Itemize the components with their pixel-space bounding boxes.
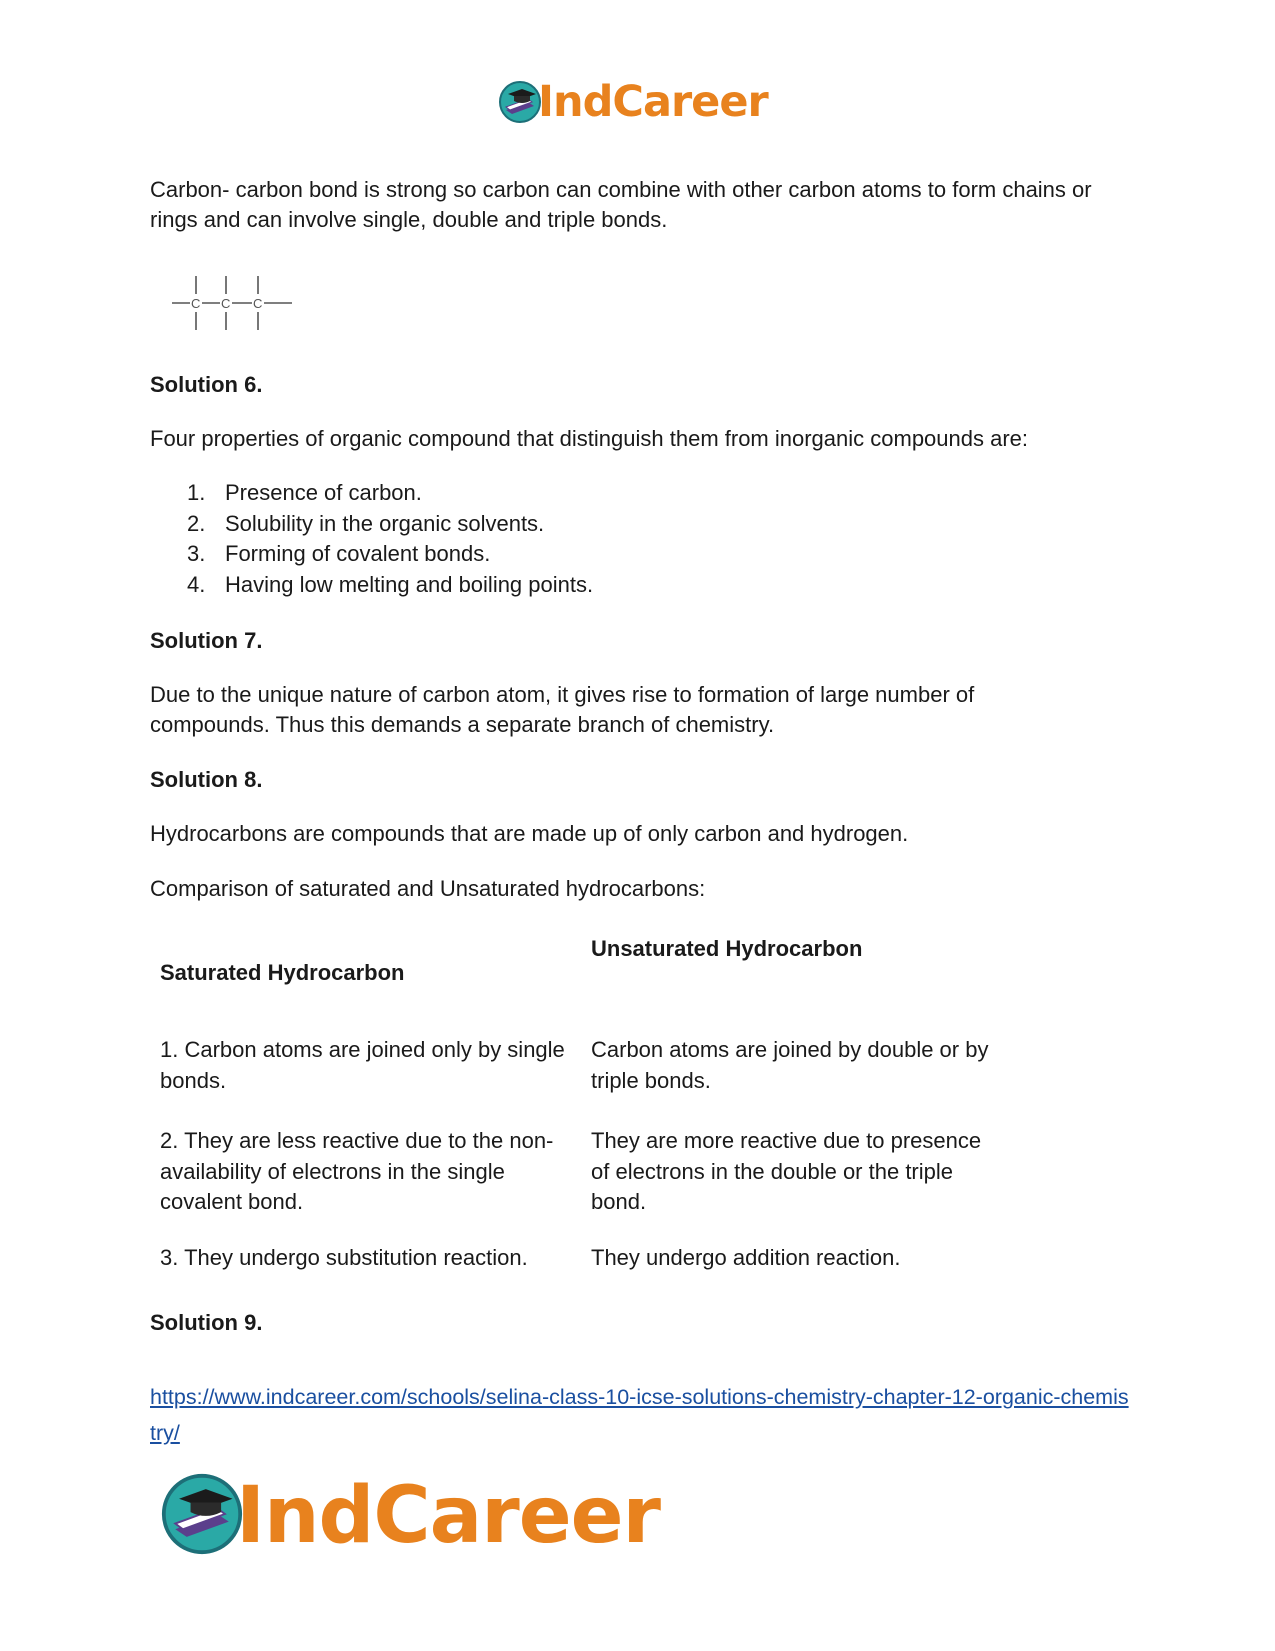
- list-item-number: 2.: [187, 510, 206, 536]
- table-header-unsaturated: Unsaturated Hydrocarbon: [591, 936, 863, 961]
- table-cell-unsaturated: Carbon atoms are joined by double or by triple bonds.: [591, 1037, 989, 1093]
- header-logo: [498, 74, 778, 130]
- properties-list: [150, 478, 593, 600]
- solution-8-heading: Solution 8.: [150, 767, 263, 792]
- graduation-book-icon: [160, 1472, 244, 1556]
- carbon-chain-structure: [168, 272, 298, 334]
- carbon-atom-2: C: [221, 296, 231, 311]
- carbon-atom-3: C: [253, 296, 263, 311]
- comparison-intro: Comparison of saturated and Unsaturated hydrocarbons:: [150, 876, 706, 901]
- table-cell-saturated: 2. They are less reactive due to the non-availability of electrons in the single covalent bond.: [160, 1128, 554, 1214]
- list-item-text: Presence of carbon.: [225, 480, 422, 505]
- list-item-text: Having low melting and boiling points.: [225, 571, 594, 597]
- header-logo-text: IndCareer: [538, 77, 768, 127]
- table-cell-unsaturated: They undergo addition reaction.: [591, 1245, 901, 1270]
- table-cell-saturated: 1. Carbon atoms are joined only by single bonds.: [160, 1037, 565, 1093]
- solution-6-heading: Solution 6.: [150, 372, 263, 397]
- footer-logo-text: IndCareer: [236, 1471, 660, 1561]
- list-item-text: Forming of covalent bonds.: [225, 541, 491, 566]
- intro-paragraph: Carbon- carbon bond is strong so carbon can combine with other carbon atoms to form chains or rings and can involve single, double and triple bonds.: [150, 177, 1092, 232]
- solution-6-text: Four properties of organic compound that distinguish them from inorganic compounds are:: [150, 426, 1029, 451]
- list-item: [150, 570, 593, 601]
- list-item: [150, 539, 593, 570]
- footer-logo: [160, 1466, 720, 1566]
- solution-7-heading: Solution 7.: [150, 628, 263, 653]
- list-item: [150, 509, 593, 540]
- solution-9-heading: Solution 9.: [150, 1310, 263, 1335]
- carbon-atom-1: C: [191, 296, 201, 311]
- list-item-number: 4.: [187, 571, 206, 597]
- graduation-book-icon: [498, 80, 542, 124]
- table-header-saturated: Saturated Hydrocarbon: [160, 960, 405, 985]
- list-item-number: 3.: [187, 541, 206, 566]
- list-item-text: Solubility in the organic solvents.: [225, 510, 545, 536]
- solution-8-text: Hydrocarbons are compounds that are made up of only carbon and hydrogen.: [150, 821, 909, 846]
- table-cell-saturated: 3. They undergo substitution reaction.: [160, 1245, 528, 1270]
- table-cell-unsaturated: They are more reactive due to presence of electrons in the double or the triple bond.: [591, 1128, 982, 1214]
- solution-7-text: Due to the unique nature of carbon atom, it gives rise to formation of large number of compounds. Thus this demands a separate branch of chemistry.: [150, 682, 975, 737]
- list-item-number: 1.: [187, 480, 206, 505]
- list-item: [150, 478, 593, 509]
- source-link[interactable]: https://www.indcareer.com/schools/selina-class-10-icse-solutions-chemistry-chapter-12-organic-chemistry/: [150, 1385, 1129, 1445]
